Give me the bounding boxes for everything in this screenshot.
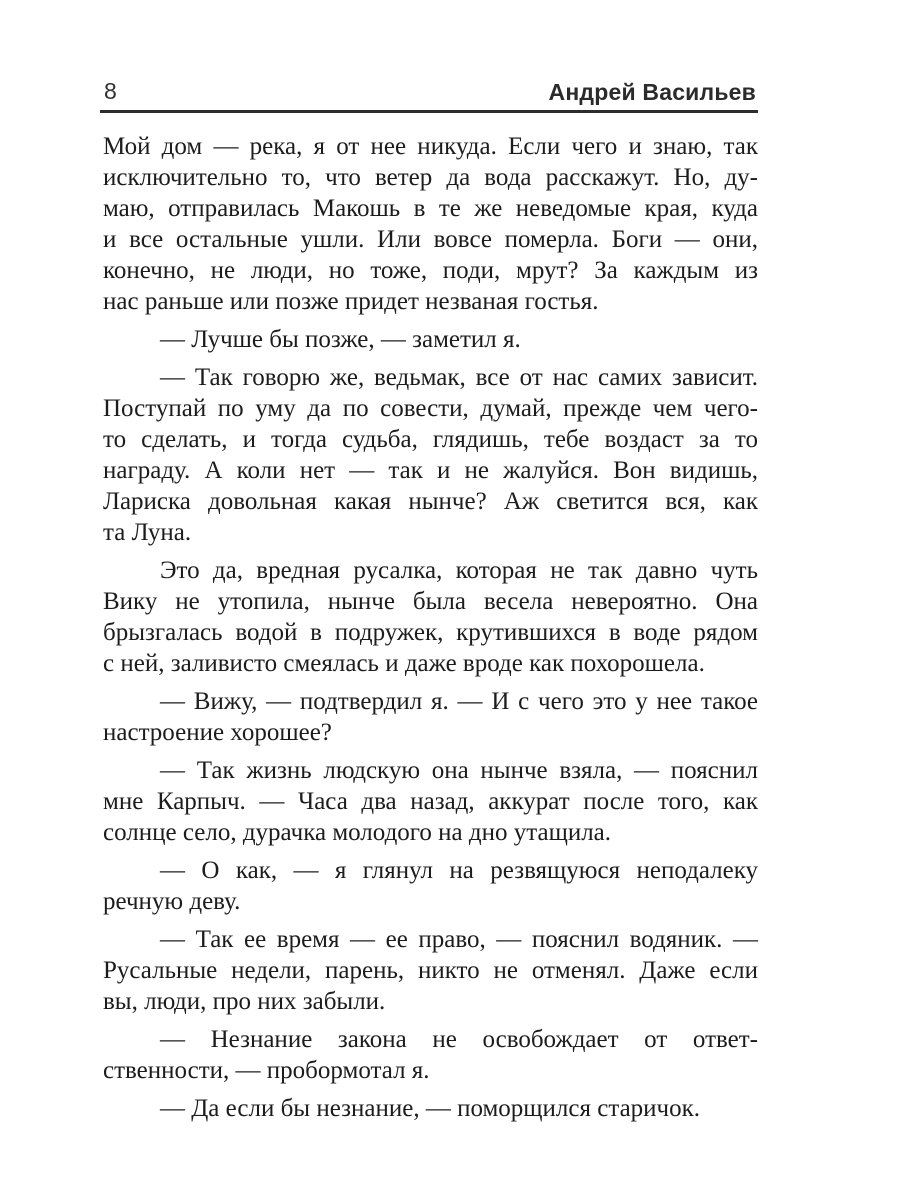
text-line: Это да, вредная русалка, которая не так давно чуть xyxy=(160,557,758,584)
text-line: нас раньше или позже придет незваная гостья. xyxy=(103,288,599,315)
text-line: мне Карпыч. — Часа два назад, аккурат после того, как xyxy=(103,788,758,815)
paragraph xyxy=(103,855,758,917)
paragraph xyxy=(103,755,758,848)
paragraph xyxy=(103,1093,758,1124)
page-text xyxy=(103,131,758,1131)
paragraph xyxy=(103,324,758,355)
text-line: — Так ее время — ее право, — пояснил водяник. — xyxy=(160,926,758,953)
text-line: награду. А коли нет — так и не жалуйся. Вон видишь, xyxy=(103,457,758,484)
text-line: — Да если бы незнание, — поморщился старичок. xyxy=(160,1095,701,1122)
text-line: солнце село, дурачка молодого на дно утащила. xyxy=(103,819,612,846)
text-line: — Вижу, — подтвердил я. — И с чего это у нее такое xyxy=(160,688,758,715)
paragraph xyxy=(103,555,758,679)
text-line: конечно, не люди, но тоже, поди, мрут? За каждым из xyxy=(103,257,758,284)
text-line: Вику не утопила, нынче была весела невероятно. Она xyxy=(103,588,758,615)
text-line: — Так говорю же, ведьмак, все от нас самих зависит. xyxy=(160,364,758,391)
text-line: брызгалась водой в подружек, крутившихся в воде рядом xyxy=(103,619,758,646)
text-line: Русальные недели, парень, никто не отменял. Даже если xyxy=(103,957,758,984)
paragraph xyxy=(103,131,758,317)
text-line: Лариска довольная какая нынче? Аж светится вся, как xyxy=(103,488,758,515)
text-line: настроение хорошее? xyxy=(103,719,332,746)
text-line: Мой дом — река, я от нее никуда. Если чего и знаю, так xyxy=(103,133,758,160)
running-header-author: Андрей Васильев xyxy=(548,79,756,105)
paragraph xyxy=(103,362,758,548)
paragraph xyxy=(103,1024,758,1086)
header-divider-rule xyxy=(100,110,758,113)
text-line: и все остальные ушли. Или вовсе померла. Боги — они, xyxy=(103,226,758,253)
text-line: ственности, — пробормотал я. xyxy=(103,1057,430,1084)
text-line: с ней, заливисто смеялась и даже вроде как похорошела. xyxy=(103,650,705,677)
text-line: та Луна. xyxy=(103,519,192,546)
running-header xyxy=(100,76,758,110)
text-line: Поступай по уму да по совести, думай, прежде чем чего- xyxy=(103,395,758,422)
text-line: — Незнание закона не освобождает от ответ- xyxy=(160,1026,758,1053)
paragraph xyxy=(103,924,758,1017)
text-line: вы, люди, про них забыли. xyxy=(103,988,386,1015)
text-line: маю, отправилась Макошь в те же неведомые края, куда xyxy=(103,195,758,222)
text-line: — О как, — я глянул на резвящуюся неподалеку xyxy=(160,857,758,884)
paragraph xyxy=(103,686,758,748)
text-line: речную деву. xyxy=(103,888,241,915)
page-number: 8 xyxy=(104,78,118,104)
text-line: — Так жизнь людскую она нынче взяла, — пояснил xyxy=(160,757,758,784)
text-line: — Лучше бы позже, — заметил я. xyxy=(160,326,521,353)
text-line: то сделать, и тогда судьба, глядишь, тебе воздаст за то xyxy=(103,426,758,453)
text-line: исключительно то, что ветер да вода расскажут. Но, ду- xyxy=(103,164,758,191)
